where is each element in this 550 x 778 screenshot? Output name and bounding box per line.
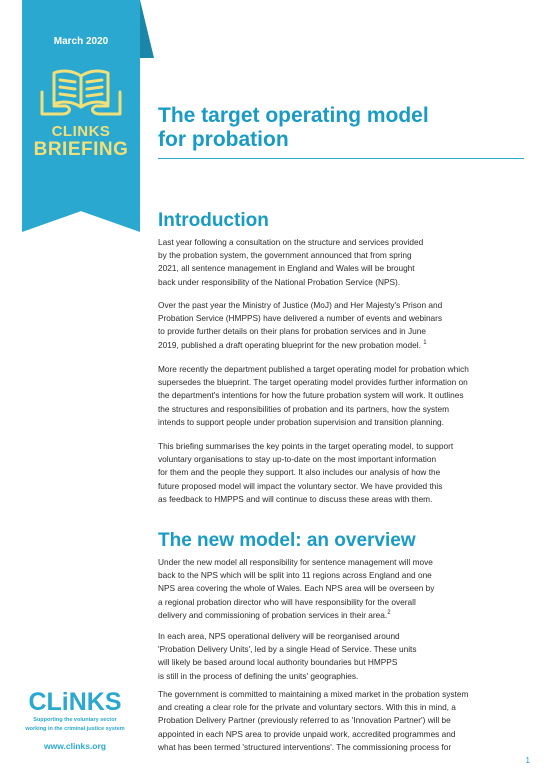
logo-line-2: BRIEFING: [33, 139, 129, 160]
clinks-tagline-1: Supporting the voluntary sector: [33, 717, 117, 723]
footnote-ref-2[interactable]: 2: [387, 610, 391, 617]
overview-paragraph-1: Under the new model all responsibility for sentence management will move back to the NPS which will be split into 11 regions across England and one NPS area covering the whole of Wales. Each NPS area will be overseen by a regional probation director who will have responsibility for the overall delivery and commissioning of probation services in their area.$^2$: [158, 557, 435, 620]
title-line-1: The target operating model: [158, 104, 429, 127]
footnote-ref-1[interactable]: 1: [423, 339, 427, 346]
banner-fold: [140, 0, 154, 58]
introduction-heading: Introduction: [158, 210, 269, 231]
clinks-wordmark: CLiNKS: [28, 688, 122, 716]
overview-paragraph-3: The government is committed to maintaining a mixed market in the probation system and creating a clear role for the private and voluntary sectors. With this in mind, a Probation Delivery Partner (previously referred to as 'Innovation Partner') will be appointed in each NPS area to provide unpaid work, accredited programmes and what has been termed 'structured interventions'. The commissioning process for: [158, 689, 469, 752]
clinks-tagline-2: working in the criminal justice system: [25, 726, 125, 732]
overview-paragraph-2: In each area, NPS operational delivery will be reorganised around 'Probation Delivery Units', led by a single Head of Service. These units will likely be based around local authority boundaries but HMPPS is still in the process of defining the units' geographies.: [158, 631, 417, 681]
intro-paragraph-4: This briefing summarises the key points in the target operating model, to support voluntary organisations to stay up-to-date on the most important information for them and the people they support. It also includes our analysis of how the future proposed model will impact the voluntary sector. We have provided this as feedback to HMPPS and will continue to discuss these areas with them.: [158, 441, 454, 504]
intro-paragraph-3: More recently the department published a target operating model for probation which supersedes the blueprint. The target operating model provides further information on the department's intentions for how the future probation system will work. It outlines the structures and responsibilities of probation and its partners, how the system intends to support people under probation supervision and transition planning.: [158, 364, 469, 427]
book-hands-icon: [36, 62, 126, 124]
clinks-briefing-logo: [22, 124, 140, 159]
document-title: [158, 104, 518, 152]
title-line-2: for probation: [158, 128, 289, 151]
clinks-website-link[interactable]: www.clinks.org: [43, 741, 107, 751]
logo-line-1: CLINKS: [51, 123, 111, 140]
clinks-footer-logo: [22, 689, 128, 751]
intro-paragraph-1: Last year following a consultation on the structure and services provided by the probation system, the government announced that from spring 2021, all sentence management in England and Wales will be brought back under responsibility of the National Probation Service (NPS).: [158, 237, 424, 287]
overview-heading: The new model: an overview: [158, 530, 416, 551]
intro-paragraph-2: Over the past year the Ministry of Justice (MoJ) and Her Majesty's Prison and Probation Service (HMPPS) have delivered a number of events and webinars to provide further details on their plans for probation services and in June 2019, published a draft operating blueprint for the new probation model. $^1$: [158, 300, 443, 350]
publication-date: March 2020: [53, 36, 109, 47]
title-divider: [158, 158, 524, 159]
page-number: 1: [525, 756, 530, 765]
